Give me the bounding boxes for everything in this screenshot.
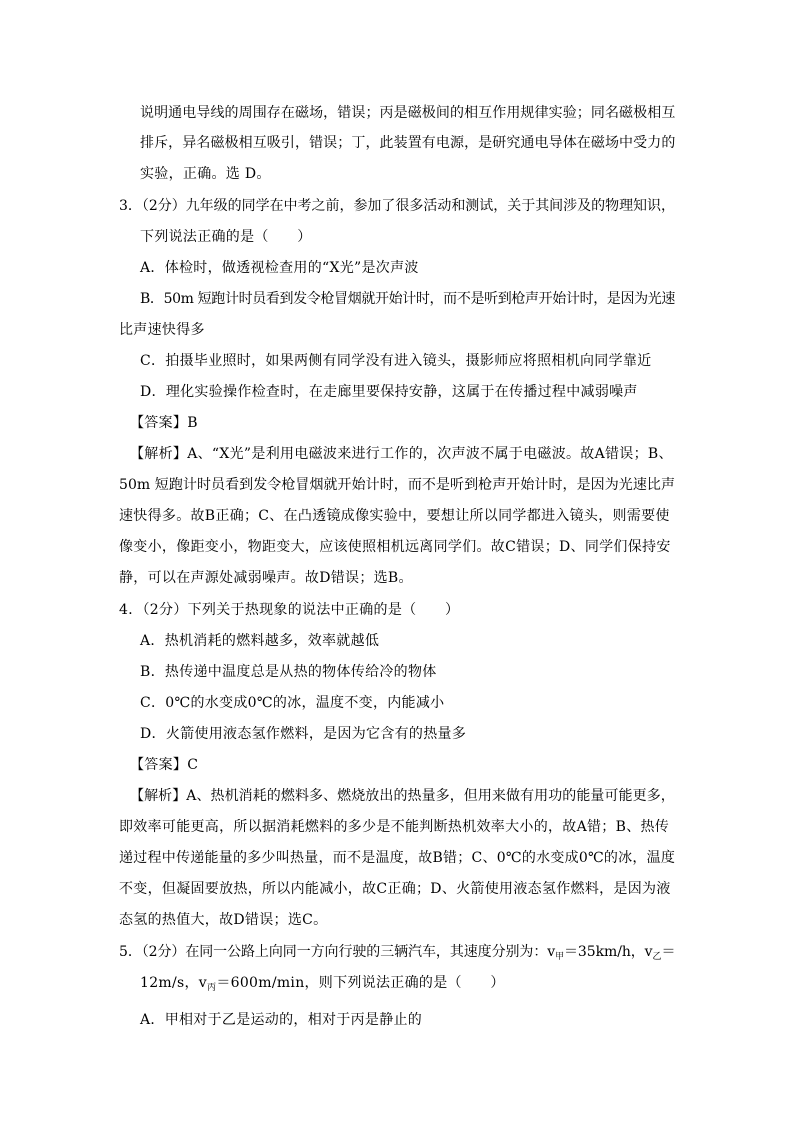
- q4-analysis-line-4: 不变，但凝固要放热，所以内能减小，故C正确；D、火箭使用液态氢作燃料，是因为液: [119, 881, 671, 897]
- q3-option-a: A．体检时，做透视检查用的“X光”是次声波: [140, 260, 419, 276]
- q3-option-b-line-2: 比声速快得多: [119, 322, 205, 338]
- q3-analysis-line-4: 像变小，像距变小，物距变大，应该使照相机远离同学们。故C错误；D、同学们保持安: [119, 539, 671, 555]
- q3-option-c: C．拍摄毕业照时，如果两侧有同学没有进入镜头，摄影师应将照相机向同学靠近: [140, 353, 652, 369]
- q5-stem-1-part-b: ＝35km/h，v: [564, 944, 653, 960]
- q4-stem: 4．（2分）下列关于热现象的说法中正确的是（ ）: [119, 602, 460, 618]
- q4-option-c: C．0℃的水变成0℃的冰，温度不变，内能减小: [140, 695, 445, 711]
- q5-option-a: A．甲相对于乙是运动的，相对于丙是静止的: [140, 1012, 423, 1028]
- q3-analysis-line-5: 静，可以在声源处减弱噪声。故D错误；选B。: [119, 570, 413, 586]
- subscript-yi: 乙: [652, 952, 662, 962]
- q3-stem-line-2: 下列说法正确的是（ ）: [140, 229, 312, 245]
- q3-stem-line-1: 3．（2分）九年级的同学在中考之前，参加了很多活动和测试，关于其间涉及的物理知识，: [119, 198, 675, 214]
- q3-analysis-line-3: 速快得多。故B正确；C、在凸透镜成像实验中，要想让所以同学都进入镜头，则需要使: [119, 508, 670, 524]
- subscript-jia: 甲: [555, 952, 565, 962]
- q3-answer: 【答案】B: [130, 415, 198, 431]
- q4-option-a: A．热机消耗的燃料越多，效率就越低: [140, 633, 380, 649]
- q4-option-d: D．火箭使用液态氢作燃料，是因为它含有的热量多: [140, 726, 467, 742]
- q3-analysis-line-2: 50m 短跑计时员看到发令枪冒烟就开始计时，而不是听到枪声开始计时，是因为光速比声: [119, 477, 675, 493]
- q5-stem-2-part-b: ＝600m/min，则下列说法正确的是（ ）: [216, 975, 505, 991]
- q4-answer: 【答案】C: [130, 757, 199, 773]
- q4-option-b: B．热传递中温度总是从热的物体传给冷的物体: [140, 664, 437, 680]
- intro-line-2: 排斥，异名磁极相互吸引，错误；丁，此装置有电源，是研究通电导体在磁场中受力的: [140, 135, 676, 151]
- q4-analysis-line-2: 即效率可能更高，所以据消耗燃料的多少是不能判断热机效率大小的，故A错；B、热传: [119, 819, 670, 835]
- q4-analysis-line-1: 【解析】A、热机消耗的燃料多、燃烧放出的热量多，但用来做有用功的能量可能更多，: [130, 788, 675, 804]
- q5-stem-2-part-a: 12m/s，v: [140, 975, 208, 991]
- q5-stem-line-2: [140, 973, 505, 998]
- q4-analysis-line-3: 递过程中传递能量的多少叫热量，而不是温度，故B错；C、0℃的水变成0℃的冰，温度: [119, 850, 676, 866]
- q4-analysis-line-5: 态氢的热值大，故D错误；选C。: [119, 912, 328, 928]
- intro-line-3: 实验，正确。选 D。: [140, 166, 271, 182]
- q3-analysis-line-1: 【解析】A、“X光”是利用电磁波来进行工作的，次声波不属于电磁波。故A错误；B、: [130, 446, 673, 462]
- q5-stem-line-1: [119, 942, 675, 967]
- q3-option-b-line-1: B．50m 短跑计时员看到发令枪冒烟就开始计时，而不是听到枪声开始计时，是因为光速: [140, 291, 676, 307]
- q5-stem-1-part-c: ＝: [661, 944, 676, 960]
- subscript-bing: 丙: [207, 983, 217, 993]
- q5-stem-1-part-a: 5．（2分）在同一公路上向同一方向行驶的三辆汽车，其速度分别为：v: [119, 944, 556, 960]
- intro-line-1: 说明通电导线的周围存在磁场，错误；丙是磁极间的相互作用规律实验；同名磁极相互: [140, 105, 676, 121]
- q3-option-d: D．理化实验操作检查时，在走廊里要保持安静，这属于在传播过程中减弱噪声: [140, 384, 638, 400]
